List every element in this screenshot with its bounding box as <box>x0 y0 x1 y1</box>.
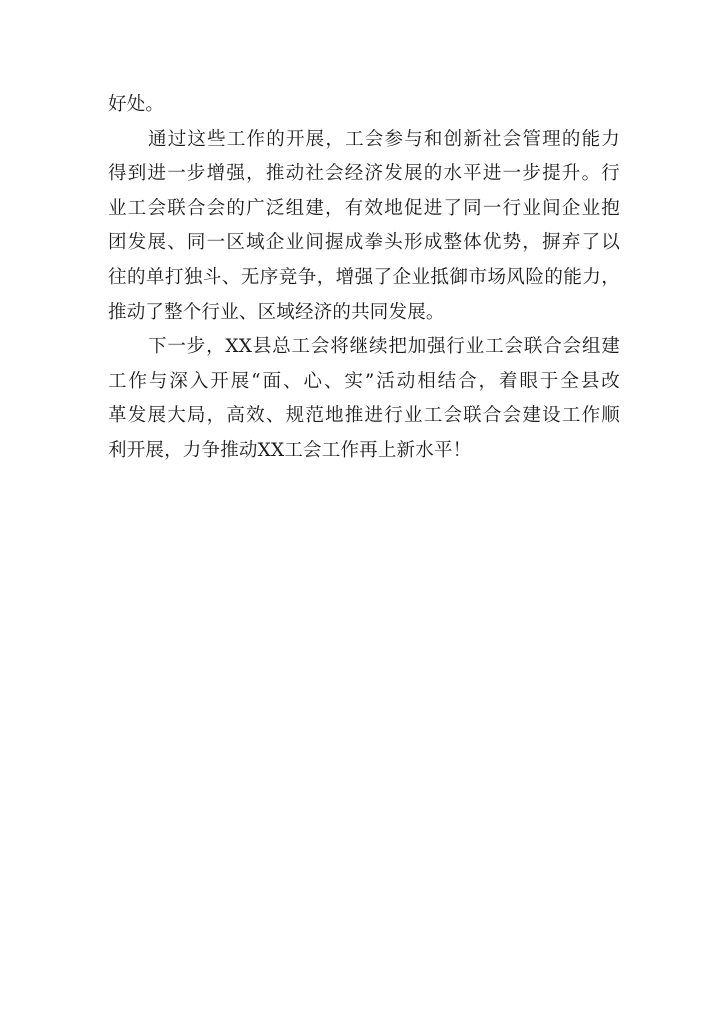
paragraph-3-line-2: 工作与深入开展“面、心、实”活动相结合，着眼于全县改 <box>108 370 620 392</box>
paragraph-3-line-4: 利开展，力争推动XX工会工作再上新水平！ <box>108 439 472 461</box>
paragraph-2-line-5: 往的单打独斗、无序竞争，增强了企业抵御市场风险的能力， <box>108 266 620 288</box>
paragraph-2-line-3: 业工会联合会的广泛组建，有效地促进了同一行业间企业抱 <box>108 197 620 219</box>
paragraph-2-line-2: 得到进一步增强，推动社会经济发展的水平进一步提升。行 <box>108 163 620 185</box>
paragraph-3-line-3: 革发展大局，高效、规范地推进行业工会联合会建设工作顺 <box>108 405 620 427</box>
document-body <box>108 88 620 469</box>
paragraph-2-line-6: 推动了整个行业、区域经济的共同发展。 <box>108 301 445 323</box>
paragraph-2-line-1: 通过这些工作的开展，工会参与和创新社会管理的能力 <box>148 128 620 150</box>
paragraph-3-line-1: 下一步，XX县总工会将继续把加强行业工会联合会组建 <box>148 336 620 358</box>
paragraph-2-line-4: 团发展、同一区域企业间握成拳头形成整体优势，摒弃了以 <box>108 232 620 254</box>
paragraph-1-line-1: 好处。 <box>108 94 165 115</box>
